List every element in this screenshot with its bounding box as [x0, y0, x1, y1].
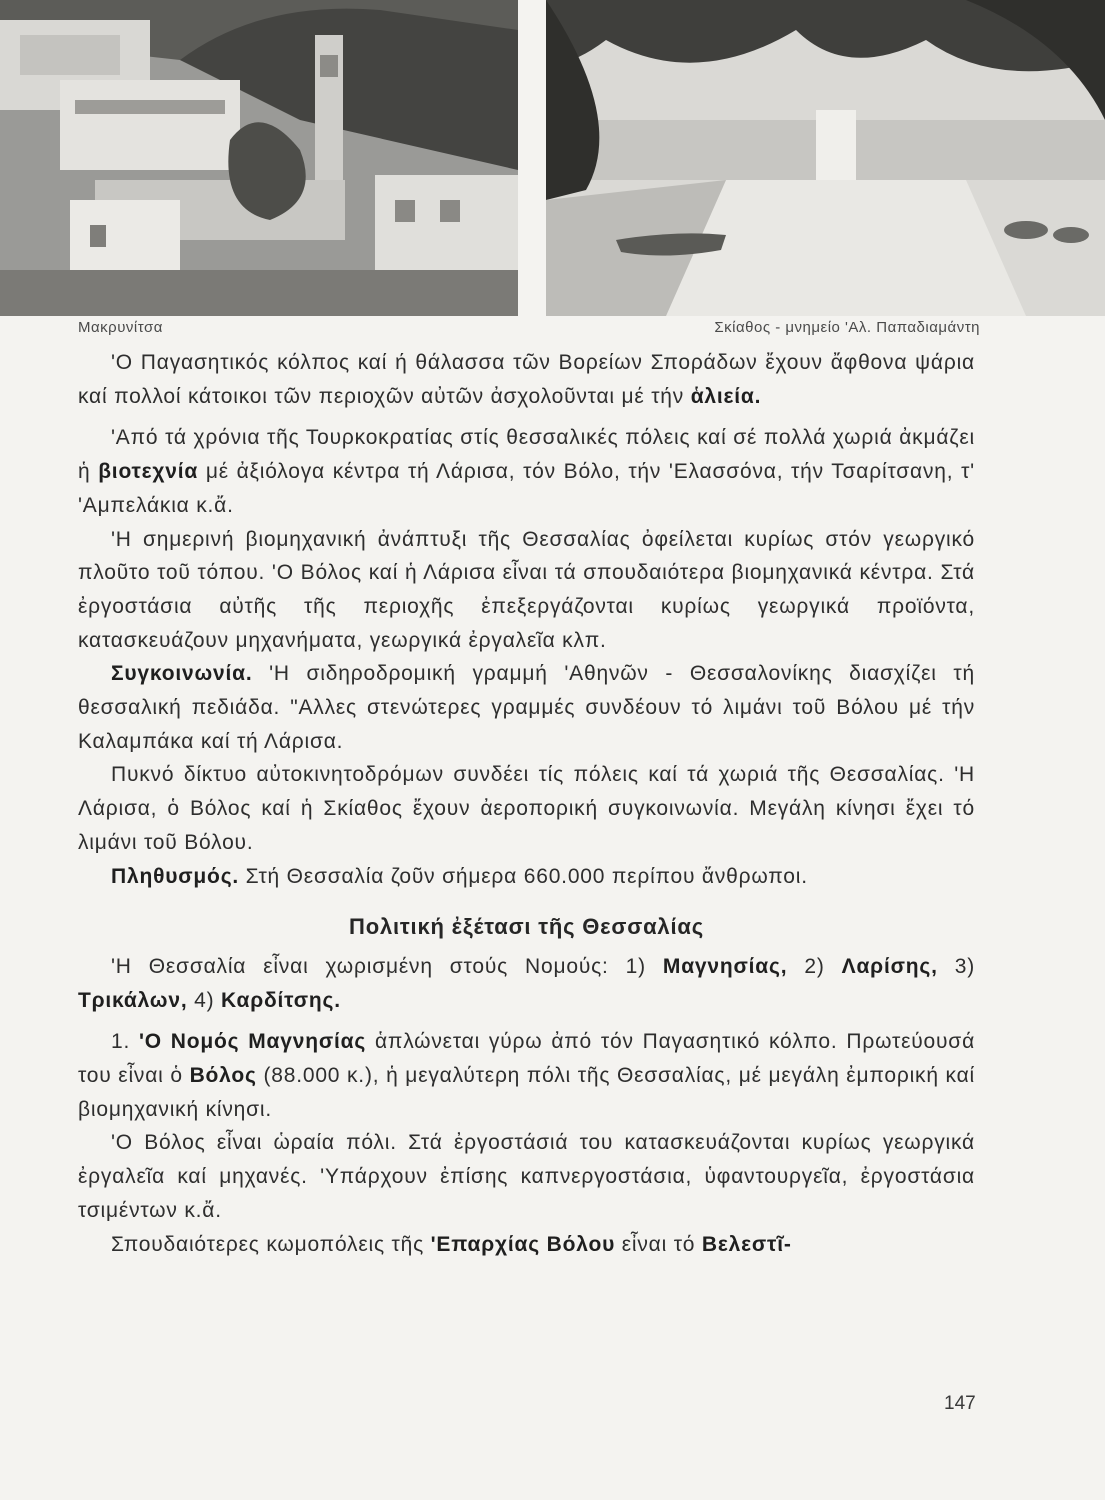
caption-makrynitsa: Μακρυνίτσα [78, 319, 163, 336]
paragraph-crafts: 'Από τά χρόνια τῆς Τουρκοκρατίας στίς θεσσαλικές πόλεις καί σέ πολλά χωριά ἀκμάζει ἡ βιοτεχνία μέ ἀξιόλογα κέντρα τή Λάρισα, τόν Βόλο, τήν 'Ελασσόνα, τήν Τσαρίτσανη, τ' 'Αμπελάκια κ.ἄ. [78, 426, 975, 517]
body-text [78, 346, 975, 1261]
paragraph-prefectures: 'Η Θεσσαλία εἶναι χωρισμένη στούς Νομούς: 1) Μαγνησίας, 2) Λαρίσης, 3) Τρικάλων, 4) Καρδίτσης. [78, 954, 975, 1012]
paragraph-roads: Πυκνό δίκτυο αὐτοκινητοδρόμων συνδέει τίς πόλεις καί τά χωριά τῆς Θεσσαλίας. 'Η Λάρισα, ὁ Βόλος καί ἡ Σκίαθος ἔχουν ἀεροπορική συγκοινωνία. Μεγάλη κίνησι ἔχει τό λιμάνι τοῦ Βόλου. [78, 763, 975, 854]
term-transport: Συγκοινωνία. [111, 662, 253, 686]
term-volos: Βόλος [189, 1064, 257, 1088]
term-crafts: βιοτεχνία [98, 460, 199, 484]
paragraph-towns: Σπουδαιότερες κωμοπόλεις τῆς 'Επαρχίας Βόλου εἶναι τό Βελεστῖ- [111, 1232, 792, 1256]
paragraph-volos: 'Ο Βόλος εἶναι ὡραία πόλι. Στά ἐργοστάσιά του κατασκευάζονται κυρίως γεωργικά ἐργαλεῖα καί μηχανές. 'Υπάρχουν ἐπίσης καπνεργοστάσια, ὑφαντουργεῖα, ἐργοστάσια τσιμέντων κ.ἄ. [78, 1131, 975, 1222]
paragraph-fishing: 'Ο Παγασητικός κόλπος καί ή θάλασσα τῶν Βορείων Σποράδων ἔχουν ἄφθονα ψάρια καί πολλοί κάτοικοι τῶν περιοχῶν αὐτῶν ἀσχολοῦνται μέ τήν ἁλιεία. [78, 351, 975, 408]
term-magnesia: 'Ο Νομός Μαγνησίας [139, 1030, 367, 1054]
caption-skiathos: Σκίαθος - μνημείο 'Αλ. Παπαδιαμάντη [714, 319, 980, 336]
paragraph-transport: Συγκοινωνία. 'Η σιδηροδρομική γραμμή 'Αθηνῶν - Θεσσαλονίκης διασχίζει τή θεσσαλική πεδιάδα. "Αλλες στενώτερες γραμμές συνδέουν τό λιμάνι τοῦ Βόλου μέ τήν Καλαμπάκα καί τή Λάρισα. [78, 662, 975, 753]
photo-makrynitsa [0, 0, 518, 316]
photo-strip [0, 0, 1105, 318]
term-population: Πληθυσμός. [111, 864, 240, 888]
paragraph-population: Πληθυσμός. Στή Θεσσαλία ζοῦν σήμερα 660.000 περίπου ἄνθρωποι. [111, 864, 808, 888]
page-number: 147 [944, 1393, 976, 1414]
paragraph-industry: 'Η σημερινή βιομηχανική ἀνάπτυξι τῆς Θεσσαλίας ὀφείλεται κυρίως στόν γεωργικό πλοῦτο τοῦ τόπου. 'Ο Βόλος καί ἡ Λάρισα εἶναι τά σπουδαιότερα βιομηχανικά κέντρα. Στά ἐργοστάσια αὐτῆς τῆς περιοχῆς ἐπεξεργάζονται κυρίως γεωργικά προϊόντα, κατασκευάζουν μηχανήματα, γεωργικά ἐργαλεῖα κλπ. [78, 527, 975, 652]
section-heading: Πολιτική ἐξέτασι τῆς Θεσσαλίας [349, 914, 704, 940]
photo-skiathos [546, 0, 1105, 316]
village-illustration [0, 0, 518, 316]
monument-illustration [546, 0, 1105, 316]
term-fishing: ἁλιεία. [690, 384, 762, 408]
paragraph-magnesia: 1. 'Ο Νομός Μαγνησίας ἁπλώνεται γύρω ἀπό τόν Παγασητικό κόλπο. Πρωτεύουσά του εἶναι ὁ Βόλος (88.000 κ.), ἡ μεγαλύτερη πόλι τῆς Θεσσαλίας, μέ μεγάλη ἐμπορική καί βιομηχανική κίνησι. [78, 1030, 976, 1121]
